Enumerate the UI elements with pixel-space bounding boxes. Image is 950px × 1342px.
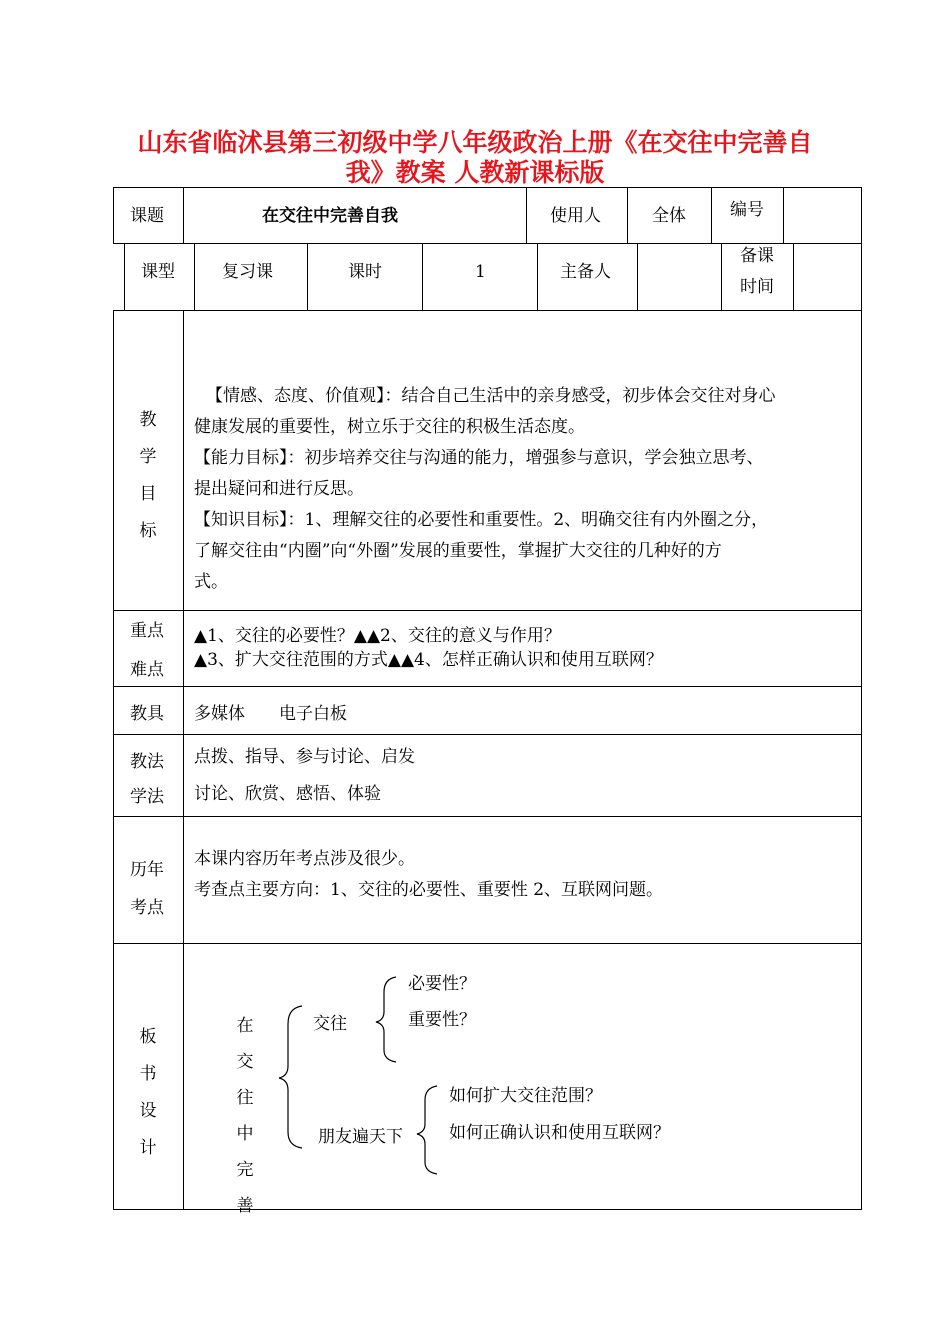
goals-line: 健康发展的重要性，树立乐于交往的积极生活态度。 bbox=[194, 417, 585, 437]
board-leaf-2a: 如何扩大交往范围？ bbox=[449, 1086, 602, 1106]
exam-label-1: 历年 bbox=[130, 860, 164, 880]
board-leaf-2b: 如何正确认识和使用互联网？ bbox=[449, 1123, 670, 1143]
main-brace bbox=[279, 1006, 302, 1148]
period-label: 课时 bbox=[348, 262, 382, 282]
methods-line-1: 点拨、指导、参与讨论、启发 bbox=[194, 747, 415, 767]
goals-line: 【情感、态度、价值观】：结合自己生活中的亲身感受，初步体会交往对身心 bbox=[206, 386, 776, 406]
period-value: 1 bbox=[475, 262, 486, 282]
document-title-line-2: 我》教案 人教新课标版 bbox=[345, 158, 605, 187]
exam-label-2: 考点 bbox=[130, 898, 164, 918]
methods-line-2: 讨论、欣赏、感悟、体验 bbox=[194, 784, 381, 804]
type-label: 课型 bbox=[141, 262, 175, 282]
tools-value: 多媒体 电子白板 bbox=[194, 704, 347, 724]
goals-line: 提出疑问和进行反思。 bbox=[194, 479, 364, 499]
user-label: 使用人 bbox=[550, 206, 601, 226]
key-points-line-2: ▲3、扩大交往范围的方式▲▲4、怎样正确认识和使用互联网？ bbox=[194, 650, 663, 670]
prep-time-label-2: 时间 bbox=[740, 277, 774, 297]
key-points-line-1: ▲1、交往的必要性？▲▲2、交往的意义与作用？ bbox=[194, 626, 561, 646]
user-value: 全体 bbox=[652, 206, 686, 226]
type-value: 复习课 bbox=[222, 262, 273, 282]
document-title-line-1: 山东省临沭县第三初级中学八年级政治上册《在交往中完善自 bbox=[137, 128, 813, 157]
board-leaf-1a: 必要性？ bbox=[408, 974, 476, 994]
key-points-label-1: 重点 bbox=[130, 621, 164, 641]
prep-time-label-1: 备课 bbox=[740, 246, 774, 266]
board-leaf-1b: 重要性？ bbox=[408, 1010, 476, 1030]
tools-label: 教具 bbox=[130, 704, 164, 724]
upper-brace bbox=[376, 977, 396, 1062]
board-branch-1: 交往 bbox=[313, 1014, 347, 1034]
goals-line: 了解交往由“内圈”向“外圈”发展的重要性，掌握扩大交往的几种好的方 bbox=[194, 541, 722, 561]
goals-label: 教 学 目 标 bbox=[139, 410, 157, 541]
board-branch-2: 朋友遍天下 bbox=[318, 1127, 403, 1147]
lower-brace bbox=[417, 1086, 437, 1174]
board-label: 板 书 设 计 bbox=[139, 1027, 157, 1158]
topic-value: 在交往中完善自我 bbox=[262, 206, 398, 226]
exam-line-1: 本课内容历年考点涉及很少。 bbox=[194, 849, 415, 869]
goals-line: 式。 bbox=[194, 572, 228, 592]
key-points-label-2: 难点 bbox=[130, 660, 164, 680]
topic-label: 课题 bbox=[130, 206, 164, 226]
methods-label-1: 教法 bbox=[130, 752, 164, 772]
goals-line: 【知识目标】：1、理解交往的必要性和重要性。2、明确交往有内外圈之分， bbox=[194, 510, 769, 530]
goals-line: 【能力目标】：初步培养交往与沟通的能力，增强参与意识，学会独立思考、 bbox=[194, 448, 764, 468]
board-root-vertical-text: 在 交 往 中 完 善 bbox=[236, 1016, 254, 1216]
number-label: 编号 bbox=[730, 200, 764, 220]
methods-label-2: 学法 bbox=[130, 787, 164, 807]
preparer-label: 主备人 bbox=[560, 262, 611, 282]
exam-line-2: 考查点主要方向：1、交往的必要性、重要性 2、互联网问题。 bbox=[194, 880, 664, 900]
